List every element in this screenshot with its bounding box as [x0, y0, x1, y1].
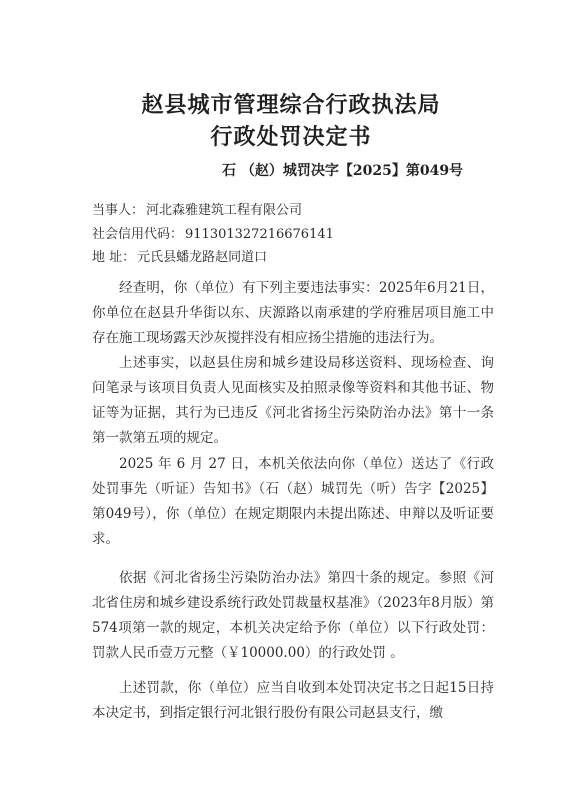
party-name-label: 当事人：	[92, 203, 145, 218]
credit-code-label: 社会信用代码：	[92, 227, 184, 242]
evidence-paragraph: 上述事实，以赵县住房和城乡建设局移送资料、现场检查、询问笔录与该项目负责人见面核实及拍照录像等资料和其他书证、物证等为证据，其行为已违反《河北省扬尘污染防治办法》第十一条第一款第五项的规定。	[92, 355, 494, 446]
decision-paragraph: 依据《河北省扬尘污染防治办法》第四十条的规定。参照《河北省住房和城乡建设系统行政处罚裁量权基准》（2023年8月版）第574项第一款的规定，本机关决定给予你（单位）以下行政处罚：罚款人民币壹万元整（￥10000.00）的行政处罚 。	[92, 570, 494, 661]
facts-paragraph: 经查明，你（单位）有下列主要违法事实：2025年6月21日，你单位在赵县升华街以东、庆源路以南承建的学府雅居项目施工中存在施工现场露天沙灰搅拌没有相应扬尘措施的违法行为。	[92, 280, 494, 346]
party-name-row	[92, 199, 302, 218]
credit-code-value: 91130132721667614​1	[185, 227, 334, 242]
payment-paragraph: 上述罚款，你（单位）应当自收到本处罚决定书之日起15日持本决定书，到指定银行河北银行股份有限公司赵县支行，缴	[92, 680, 494, 721]
document-title-type: 行政处罚决定书	[210, 125, 372, 150]
document-number: 石 （赵）城罚决字【2025】第049号	[222, 163, 464, 179]
party-name-value: 河北森雅建筑工程有限公司	[146, 203, 303, 218]
address-label: 地 址：	[92, 250, 136, 265]
document-title-agency: 赵县城市管理综合行政执法局	[141, 93, 441, 118]
address-row	[92, 246, 267, 265]
credit-code-row	[92, 223, 334, 242]
notice-paragraph: 2025 年 6 月 27 日，本机关依法向你（单位）送达了《行政处罚事先（听证）告知书》（石（赵）城罚先（听）告字【2025】第049号），你（单位）在规定期限内未提出陈述、申辩以及听证要求。	[92, 456, 494, 547]
address-value: 元氏县蟠龙路赵同道口	[137, 250, 268, 265]
